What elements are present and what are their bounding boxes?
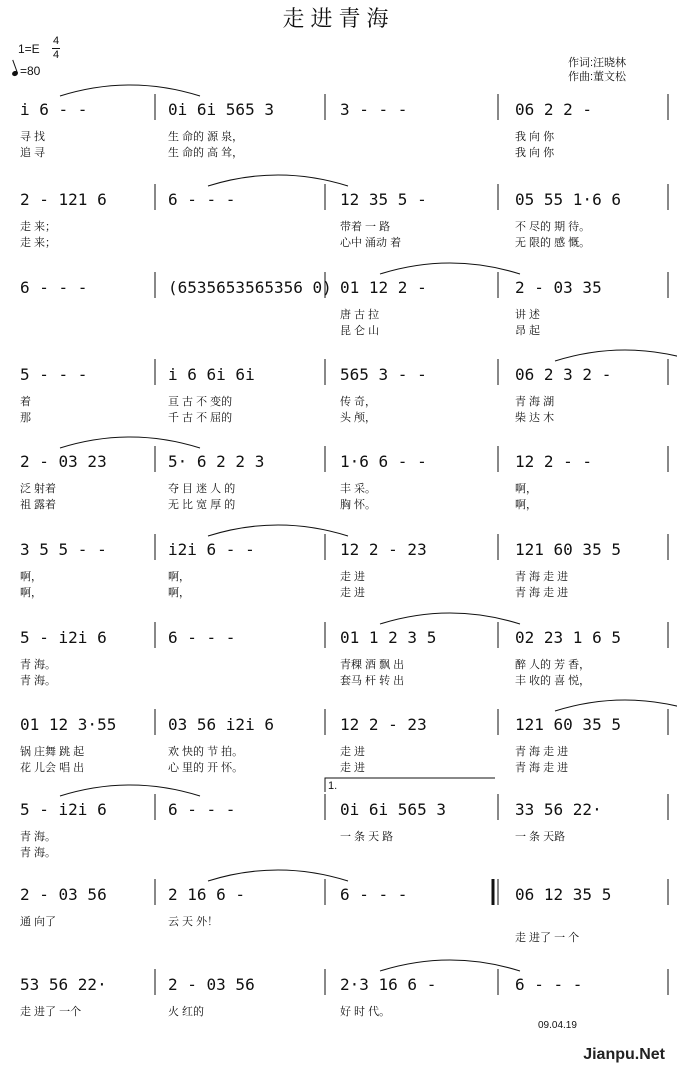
slur (208, 525, 348, 536)
lyric-verse-2: 那 (20, 412, 31, 424)
lyric-verse-2: 心中 涌动 着 (340, 237, 402, 249)
lyric-verse-1: 青 海 湖 (515, 396, 555, 408)
measure-notes: 2 - 03 23 (20, 452, 107, 471)
lyric-verse-1: 不 尽的 期 待。 (515, 221, 591, 233)
lyric-verse-2: 昂 起 (515, 325, 541, 337)
lyric-verse-1: 生 命的 源 泉， (168, 131, 244, 143)
slur (555, 350, 677, 361)
measure-notes: 01 1 2 3 5 (340, 628, 437, 647)
lyric-verse-2: 青 海 走 进 (515, 762, 569, 774)
measure-notes: 05 55 1·6 6 (515, 190, 621, 209)
measure-notes: 06 2 3 2 - (515, 365, 612, 384)
measure-notes: 6 - - - (168, 190, 236, 209)
lyric-verse-2: 青 海。 (20, 847, 57, 859)
measure-notes: 2 - 03 56 (168, 975, 255, 994)
composer: 作曲:董文松 (568, 71, 627, 83)
measure-notes: 5 - i2i 6 (20, 800, 107, 819)
lyric-verse-2: 昆 仑 山 (340, 325, 380, 337)
lyric-verse-1: 醉 人的 芳 香， (515, 659, 591, 671)
measure-notes: 2 - 03 35 (515, 278, 602, 297)
lyric-verse-1: 青 海 走 进 (515, 746, 569, 758)
lyric-verse-2: 啊， (515, 499, 537, 511)
measure-notes: 0i 6i 565 3 (168, 100, 274, 119)
slur (60, 437, 200, 448)
measure-notes: 01 12 2 - (340, 278, 427, 297)
lyric-verse-2: 无 限的 感 慨。 (515, 237, 591, 249)
lyric-verse-1: 一 条 天 路 (340, 831, 394, 843)
lyric-verse-1: 走 进 (340, 571, 366, 583)
lyric-verse-1: 火 红的 (168, 1006, 205, 1018)
slur (380, 960, 520, 971)
measure-notes: 12 35 5 - (340, 190, 427, 209)
lyric-verse-1: 走 来； (20, 221, 57, 233)
slur (60, 785, 200, 796)
lyricist: 作词:汪晓林 (568, 57, 627, 69)
lyric-verse-1: 我 向 你 (515, 131, 555, 143)
measure-notes: 5 - - - (20, 365, 88, 384)
measure-notes: i 6 6i 6i (168, 365, 255, 384)
key-signature: 1=E (18, 42, 40, 56)
lyric-verse-1: 唐 古 拉 (340, 309, 380, 321)
lyric-verse-2: 生 命的 高 耸， (168, 147, 244, 159)
lyric-verse-2: 套马 杆 转 出 (340, 675, 405, 687)
song-title: 走进青海 (282, 7, 395, 32)
lyric-verse-2: 心 里的 开 怀。 (168, 762, 244, 774)
measure-notes: 5 - i2i 6 (20, 628, 107, 647)
lyric-verse-2: 追 寻 (20, 147, 46, 159)
lyric-verse-1: 走 进了 一个 (20, 1006, 82, 1018)
measure-notes: 06 12 35 5 (515, 885, 612, 904)
lyric-verse-1: 青 海。 (20, 831, 57, 843)
measure-notes: 12 2 - 23 (340, 540, 427, 559)
lyric-verse-2: 走 来； (20, 237, 57, 249)
lyric-verse-2: 走 进 (340, 762, 366, 774)
measure-notes: 06 2 2 - (515, 100, 593, 119)
tempo-value: =80 (20, 64, 41, 78)
measure-notes: 0i 6i 565 3 (340, 800, 446, 819)
measure-notes: 1·6 6 - - (340, 452, 427, 471)
measure-notes: 2 - 121 6 (20, 190, 107, 209)
lyric-verse-1: 着 (20, 396, 31, 408)
slur (555, 700, 677, 711)
volta-bracket-label: 1. (328, 780, 338, 792)
lyric-verse-1: 啊， (168, 571, 190, 583)
lyric-verse-1: 啊， (20, 571, 42, 583)
lyric-verse-1: 讲 述 (515, 309, 541, 321)
measure-notes: 6 - - - (515, 975, 583, 994)
lyric-verse-2: 青 海 走 进 (515, 587, 569, 599)
measure-notes: 6 - - - (168, 628, 236, 647)
slur (208, 175, 348, 186)
lyric-verse-1: 走 进 (340, 746, 366, 758)
measure-notes: 3 - - - (340, 100, 408, 119)
measure-notes: 33 56 22· (515, 800, 602, 819)
measure-notes: 121 60 35 5 (515, 715, 621, 734)
lyric-verse-2: 啊， (168, 587, 190, 599)
measure-notes: (6535653565356 0) (168, 278, 332, 297)
measure-notes: 2·3 16 6 - (340, 975, 437, 994)
lyric-verse-1: 云 天 外！ (168, 916, 219, 928)
lyric-verse-2: 头 颅， (340, 412, 377, 424)
lyric-verse-2: 走 进 (340, 587, 366, 599)
measure-notes: i2i 6 - - (168, 540, 255, 559)
measure-notes: 2 - 03 56 (20, 885, 107, 904)
measure-notes: 5· 6 2 2 3 (168, 452, 265, 471)
measure-notes: 01 12 3·55 (20, 715, 117, 734)
slur (60, 85, 200, 96)
measure-notes: 12 2 - 23 (340, 715, 427, 734)
measure-notes: 6 - - - (340, 885, 408, 904)
slur (208, 870, 348, 881)
lyric-verse-2: 丰 收的 喜 悦， (515, 675, 591, 687)
measure-notes: 121 60 35 5 (515, 540, 621, 559)
lyric-verse-1: 一 条 天路 (515, 831, 566, 843)
lyric-verse-1: 青 海 走 进 (515, 571, 569, 583)
time-signature-bottom: 4 (52, 49, 60, 61)
measure-notes: 6 - - - (168, 800, 236, 819)
lyric-verse-2: 千 古 不 屈的 (168, 412, 233, 424)
measure-notes: 2 16 6 - (168, 885, 246, 904)
lyric-verse-1: 青 海。 (20, 659, 57, 671)
lyric-verse-1: 青稞 酒 飘 出 (340, 659, 405, 671)
measure-notes: 3 5 5 - - (20, 540, 107, 559)
lyric-verse-1: 锅 庄舞 跳 起 (20, 746, 85, 758)
time-signature-top: 4 (52, 35, 60, 47)
lyric-verse-1: 带着 一 路 (340, 221, 391, 233)
lyric-verse-2: 青 海。 (20, 675, 57, 687)
lyric-verse-1: 好 时 代。 (340, 1006, 391, 1018)
lyric-verse-2: 花 儿会 唱 出 (20, 762, 85, 774)
measure-notes: 12 2 - - (515, 452, 593, 471)
watermark: Jianpu.Net (583, 1046, 665, 1063)
slur (380, 613, 520, 624)
lyric-verse-2: 柴 达 木 (515, 412, 555, 424)
lyric-verse-1: 亘 古 不 变的 (168, 396, 233, 408)
slur (380, 263, 520, 274)
measure-notes: i 6 - - (20, 100, 88, 119)
lyric-verse-1: 寻 找 (20, 131, 46, 143)
lyric-verse-1: 夺 目 迷 人 的 (168, 483, 236, 495)
lyric-verse-2: 我 向 你 (515, 147, 555, 159)
lyric-verse-2: 胸 怀。 (340, 499, 377, 511)
measure-notes: 02 23 1 6 5 (515, 628, 621, 647)
lyric-verse-1: 丰 采。 (340, 483, 377, 495)
lyric-verse-2: 啊， (20, 587, 42, 599)
lyric-verse-1: 泛 射着 (20, 483, 57, 495)
lyric-verse-1: 传 奇， (340, 396, 377, 408)
lyric-verse-1: 通 向了 (20, 916, 57, 928)
lyric-verse-2: 走 进了 一 个 (515, 932, 580, 944)
measure-notes: 03 56 i2i 6 (168, 715, 274, 734)
lyric-verse-1: 啊， (515, 483, 537, 495)
measure-notes: 6 - - - (20, 278, 88, 297)
measure-notes: 53 56 22· (20, 975, 107, 994)
lyric-verse-2: 祖 露着 (20, 499, 57, 511)
volta-bracket (325, 778, 495, 792)
lyric-verse-1: 欢 快的 节 拍。 (168, 746, 244, 758)
date-stamp: 09.04.19 (538, 1020, 577, 1031)
lyric-verse-2: 无 比 宽 厚 的 (168, 499, 236, 511)
measure-notes: 565 3 - - (340, 365, 427, 384)
